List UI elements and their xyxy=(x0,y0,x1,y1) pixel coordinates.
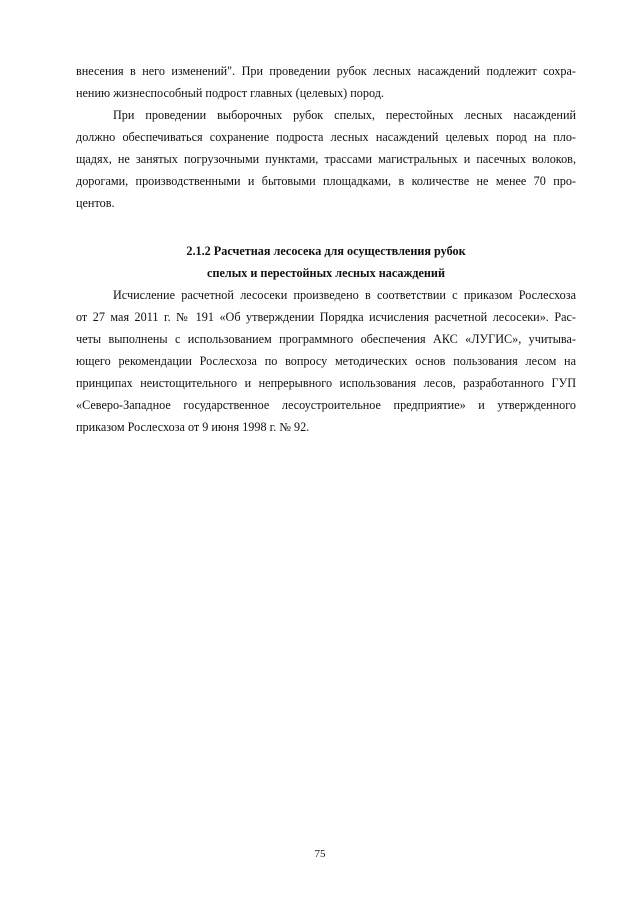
text-line: приказом Рослесхоза от 9 июня 1998 г. № 92. xyxy=(76,420,310,434)
text-line: нению жизнеспособный подрост главных (целевых) пород. xyxy=(76,86,384,100)
text-line: Исчисление расчетной лесосеки произведено в соответствии с приказом Рослесхоза xyxy=(113,288,576,302)
text-line: При проведении выборочных рубок спелых, перестойных лесных насаждений xyxy=(113,108,576,122)
paragraph-calculation xyxy=(76,284,576,438)
text-line: четы выполнены с использованием программного обеспечения АКС «ЛУГИС», учитыва- xyxy=(76,332,576,346)
paragraph-continuation xyxy=(76,60,576,104)
text-line: «Северо-Западное государственное лесоустроительное предприятие» и утвержденного xyxy=(76,398,576,412)
page-number: 75 xyxy=(314,848,326,860)
text-line: от 27 мая 2011 г. № 191 «Об утверждении Порядка исчисления расчетной лесосеки». Рас- xyxy=(76,310,576,324)
text-line: дорогами, производственными и бытовыми площадками, в количестве не менее 70 про- xyxy=(76,174,576,188)
text-line: щадях, не занятых погрузочными пунктами, трассами магистральных и пасечных волоков, xyxy=(76,152,576,166)
text-line: ющего рекомендации Рослесхоза по вопросу методических основ пользования лесом на xyxy=(76,354,576,368)
section-heading-line: спелых и перестойных лесных насаждений xyxy=(207,266,445,280)
paragraph-selective-cutting xyxy=(76,104,576,214)
text-line: принципах неистощительного и непрерывного использования лесов, разработанного ГУП xyxy=(76,376,576,390)
section-heading-line: 2.1.2 Расчетная лесосека для осуществления рубок xyxy=(186,244,466,258)
text-line: внесения в него изменений". При проведении рубок лесных насаждений подлежит сохра- xyxy=(76,64,576,78)
section-heading xyxy=(76,240,576,284)
text-line: должно обеспечиваться сохранение подроста лесных насаждений целевых пород на пло- xyxy=(76,130,576,144)
text-line: центов. xyxy=(76,196,115,210)
